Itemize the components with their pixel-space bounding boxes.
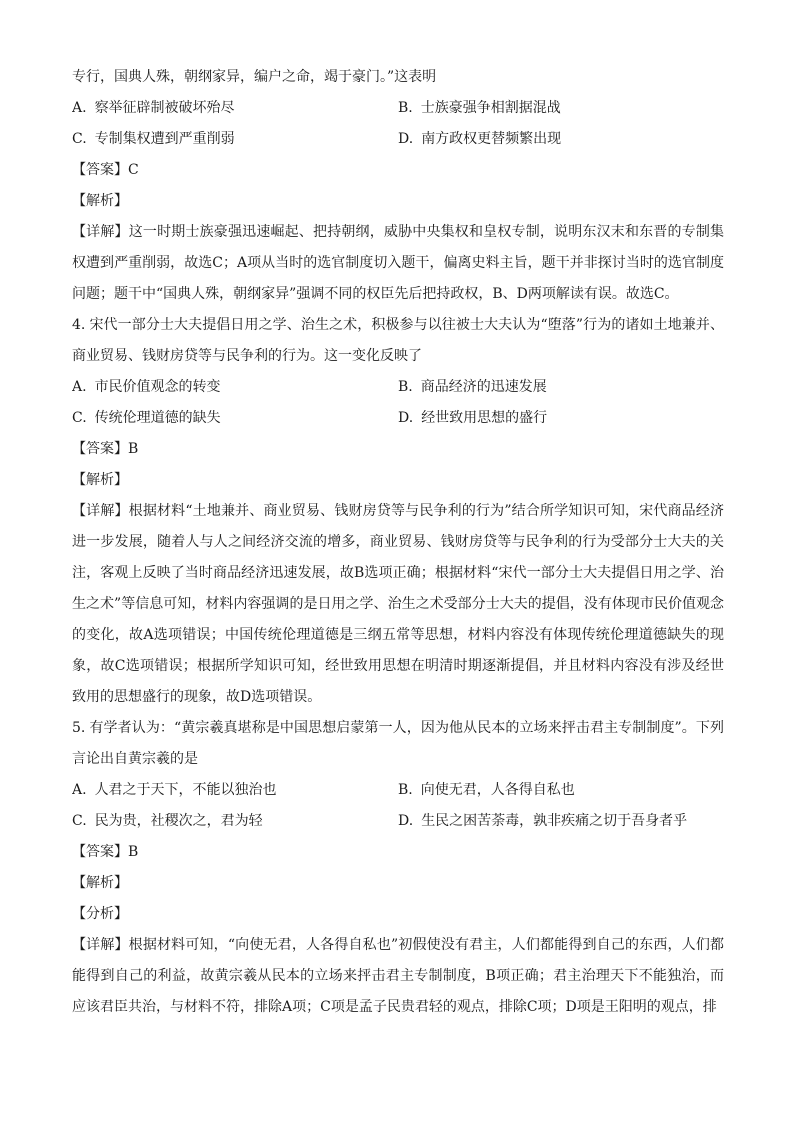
q3-options — [72, 93, 724, 155]
q4-analysis-label: 【解析】 — [72, 472, 128, 488]
detail-label: 【详解】 — [72, 224, 129, 240]
option-text: 士族豪强争相割据混战 — [420, 100, 561, 116]
detail-label: 【详解】 — [72, 503, 129, 519]
q3-answer — [72, 155, 724, 186]
q5-fenxi-label: 【分析】 — [72, 906, 128, 922]
answer-label: 【答案】 — [72, 441, 128, 457]
detail-text: 这一时期士族豪强迅速崛起、把持朝纲，威胁中央集权和皇权专制，说明东汉末和东晋的专制集权遭到严重削弱，故选C；A项从当时的选官制度切入题干，偏离史料主旨，题干并非探讨当时的选官制度问题；题干中“国典人殊，朝纲家异”强调不同的权臣先后把持政权，B、D两项解读有误。故选C。 — [72, 224, 725, 302]
q5-option-d — [398, 806, 724, 837]
option-text: 专制集权遭到严重削弱 — [94, 131, 235, 147]
answer-label: 【答案】 — [72, 162, 128, 178]
option-text: 生民之困苦荼毒，孰非疾痛之切于吾身者乎 — [421, 813, 688, 829]
q4-option-b — [398, 372, 724, 403]
option-letter: C. — [72, 410, 87, 426]
option-text: 南方政权更替频繁出现 — [421, 131, 562, 147]
option-letter: C. — [72, 813, 87, 829]
q5-stem — [72, 713, 724, 775]
question-number: 5. — [72, 720, 86, 736]
q3-detail — [72, 217, 724, 310]
question-number: 4. — [72, 317, 86, 333]
q5-option-c — [72, 806, 398, 837]
question-text: 有学者认为：“黄宗羲真堪称是中国思想启蒙第一人，因为他从民本的立场来抨击君主专制制度”。下列言论出自黄宗羲的是 — [72, 720, 724, 767]
option-text: 传统伦理道德的缺失 — [94, 410, 221, 426]
q4-options — [72, 372, 724, 434]
q5-option-b — [398, 775, 724, 806]
option-letter: A. — [72, 782, 87, 798]
document-page — [72, 62, 724, 1023]
q4-stem — [72, 310, 724, 372]
q3-stem-tail: 专行，国典人殊，朝纲家异，编户之命，竭于豪门。”这表明 — [72, 69, 437, 85]
option-text: 商品经济的迅速发展 — [420, 379, 547, 395]
answer-value: C — [128, 162, 139, 178]
detail-label: 【详解】 — [72, 937, 129, 953]
option-letter: A. — [72, 379, 87, 395]
q3-option-d — [398, 124, 724, 155]
answer-value: B — [128, 844, 139, 860]
option-text: 民为贵，社稷次之，君为轻 — [94, 813, 263, 829]
option-text: 市民价值观念的转变 — [94, 379, 221, 395]
option-text: 察举征辟制被破坏殆尽 — [94, 100, 235, 116]
answer-value: B — [128, 441, 139, 457]
q5-option-a — [72, 775, 398, 806]
q3-analysis-label: 【解析】 — [72, 193, 128, 209]
q4-option-a — [72, 372, 398, 403]
q4-option-d — [398, 403, 724, 434]
option-text: 向使无君，人各得自私也 — [420, 782, 575, 798]
option-letter: D. — [398, 813, 414, 829]
option-letter: B. — [398, 379, 413, 395]
option-letter: B. — [398, 100, 413, 116]
q5-analysis-label: 【解析】 — [72, 875, 128, 891]
option-letter: A. — [72, 100, 87, 116]
option-letter: C. — [72, 131, 87, 147]
q4-detail — [72, 496, 724, 713]
option-text: 经世致用思想的盛行 — [421, 410, 548, 426]
q3-option-b — [398, 93, 724, 124]
option-letter: D. — [398, 410, 414, 426]
q4-option-c — [72, 403, 398, 434]
q3-option-a — [72, 93, 398, 124]
detail-text: 根据材料“土地兼并、商业贸易、钱财房贷等与民争利的行为”结合所学知识可知，宋代商品经济进一步发展，随着人与人之间经济交流的增多，商业贸易、钱财房贷等与民争利的行为受部分士大夫的关注，客观上反映了当时商品经济迅速发展，故B选项正确；根据材料“宋代一部分士大夫提倡日用之学、治生之术”等信息可知，材料内容强调的是日用之学、治生之术受部分士大夫的提倡，没有体现市民价值观念的变化，故A选项错误；中国传统伦理道德是三纲五常等思想，材料内容没有体现传统伦理道德缺失的现象，故C选项错误；根据所学知识可知，经世致用思想在明清时期逐渐提倡，并且材料内容没有涉及经世致用的思想盛行的现象，故D选项错误。 — [72, 503, 725, 705]
q4-answer — [72, 434, 724, 465]
q3-option-c — [72, 124, 398, 155]
option-letter: D. — [398, 131, 414, 147]
question-text: 宋代一部分士大夫提倡日用之学、治生之术，积极参与以往被士大夫认为“堕落”行为的诸如土地兼并、商业贸易、钱财房贷等与民争利的行为。这一变化反映了 — [72, 317, 724, 364]
q5-answer — [72, 837, 724, 868]
q5-options — [72, 775, 724, 837]
q5-detail — [72, 930, 724, 1023]
answer-label: 【答案】 — [72, 844, 128, 860]
detail-text: 根据材料可知，“向使无君，人各得自私也”初假使没有君主，人们都能得到自己的东西，人们都能得到自己的利益，故黄宗羲从民本的立场来抨击君主专制制度，B项正确；君主治理天下不能独治，而应该君臣共治，与材料不符，排除A项；C项是孟子民贵君轻的观点，排除C项；D项是王阳明的观点，排 — [72, 937, 725, 1015]
option-text: 人君之于天下，不能以独治也 — [94, 782, 277, 798]
option-letter: B. — [398, 782, 413, 798]
